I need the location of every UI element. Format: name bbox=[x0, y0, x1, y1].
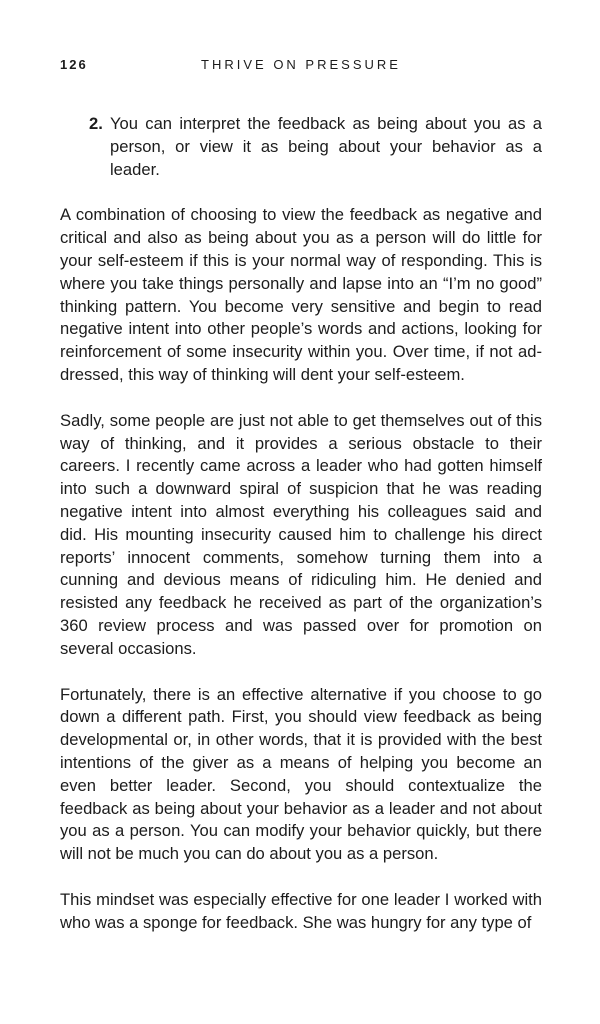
list-item-number: 2. bbox=[89, 114, 103, 133]
book-title: THRIVE ON PRESSURE bbox=[201, 57, 401, 72]
paragraph: This mindset was especially effective for one leader I worked with who was a sponge for feedback. She was hungry for any type of bbox=[60, 889, 542, 932]
paragraph: Sadly, some people are just not able to get themselves out of this way of thinking, and it provides a serious obstacle to their careers. I recently came across a leader who had gotten himself into such a downward spiral of suspicion that he was reading negative intent into almost everything his colleagues said and did. His mounting insecurity caused him to challenge his direct reports’ innocent comments, somehow turning them into a cunning and devious means of ridiculing him. He denied and resisted any feedback he received as part of the organization’s 360 review process and was passed over for promotion on several occasions. bbox=[60, 410, 542, 658]
list-item-text: You can interpret the feedback as being about you as a person, or view it as being about your behavior as a leader. bbox=[110, 114, 542, 179]
page-body bbox=[60, 113, 542, 935]
page-number: 126 bbox=[60, 57, 88, 72]
paragraph: A combination of choosing to view the feedback as negative and critical and also as being about you as a person will do little for your self-esteem if this is your normal way of responding. This is where you take things personally and lapse into an “I’m no good” thinking pattern. You become very sensitive and begin to read negative intent into other people’s words and actions, looking for reinforcement of some insecurity within you. Over time, if not addressed, this way of thinking will dent your self-esteem. bbox=[60, 205, 542, 384]
numbered-list-item bbox=[60, 113, 542, 181]
running-head bbox=[60, 57, 542, 73]
paragraph: Fortunately, there is an effective alternative if you choose to go down a different path. First, you should view feedback as being developmental or, in other words, that it is provided with the best intentions of the giver as a means of helping you become an even better leader. Second, you should contextualize the feedback as being about your behavior as a leader and not about you as a person. You can modify your behavior quickly, but there will not be much you can do about you as a person. bbox=[60, 684, 542, 864]
